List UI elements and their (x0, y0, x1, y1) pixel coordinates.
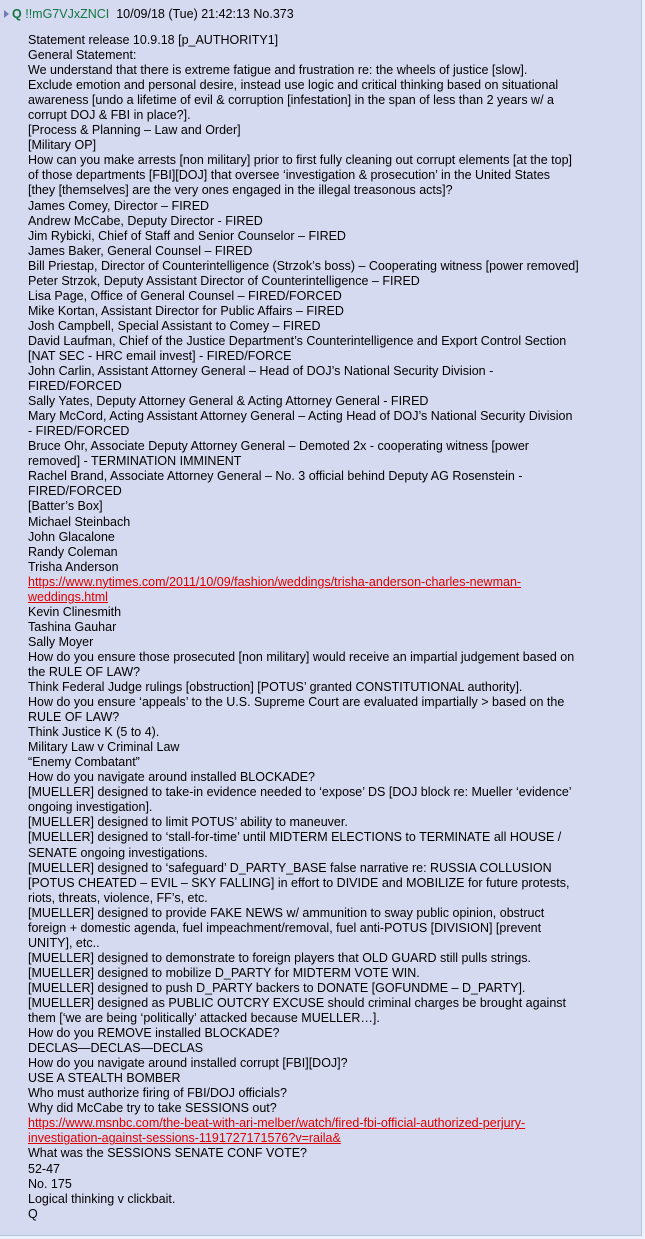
post-text-line: Andrew McCabe, Deputy Director - FIRED (28, 213, 263, 228)
post-text-line: John Glacalone (28, 529, 115, 544)
poster-tripcode: !!mG7VJxZNCI (25, 7, 110, 21)
post-text-line: John Carlin, Assistant Attorney General – Head of DOJ’s National Security Division - (28, 364, 494, 379)
post-text-line: the RULE OF LAW? (28, 664, 141, 679)
post-number[interactable]: No.373 (253, 7, 294, 21)
post-text-line: What was the SESSIONS SENATE CONF VOTE? (28, 1146, 308, 1161)
post-text-line: - FIRED/FORCED (28, 424, 130, 439)
post-text-line: Logical thinking v clickbait. (28, 1191, 176, 1206)
post-text-line: FIRED/FORCED (28, 484, 122, 499)
post-link[interactable]: https://www.nytimes.com/2011/10/09/fashion/weddings/trisha-anderson-charles-newman- (28, 574, 522, 589)
post-link-line[interactable] (28, 1131, 613, 1146)
post-text-line: Statement release 10.9.18 [p_AUTHORITY1] (28, 33, 279, 47)
post-link[interactable]: weddings.html (28, 589, 108, 604)
post-text-line: Kevin Clinesmith (28, 604, 122, 619)
post-text-line: Peter Strzok, Deputy Assistant Director of Counterintelligence – FIRED (28, 273, 420, 288)
post-text-line: [MUELLER] designed to push D_PARTY backers to DONATE [GOFUNDME – D_PARTY]. (28, 980, 526, 995)
post-text-line: Sally Yates, Deputy Attorney General & Acting Attorney General - FIRED (28, 394, 429, 409)
post-text-line: David Laufman, Chief of the Justice Department’s Counterintelligence and Export Control Section (28, 333, 567, 348)
post-text-line: How do you ensure those prosecuted [non military] would receive an impartial judgement based on (28, 649, 575, 664)
post-text-line: How do you ensure ‘appeals’ to the U.S. Supreme Court are evaluated impartially > based on the (28, 695, 565, 710)
post-link-line[interactable] (28, 1116, 613, 1131)
post-text-line: 52-47 (28, 1161, 60, 1176)
post-text-line: Trisha Anderson (28, 559, 119, 574)
post-text-line: Mike Kortan, Assistant Director for Public Affairs – FIRED (28, 303, 344, 318)
post-text-line: Sally Moyer (28, 634, 94, 649)
post-text-line: Mary McCord, Acting Assistant Attorney General – Acting Head of DOJ’s National Security Division (28, 409, 573, 424)
post-text-line: James Comey, Director – FIRED (28, 198, 210, 213)
post-text-line: How do you REMOVE installed BLOCKADE? (28, 1026, 280, 1041)
post-text-line: Think Justice K (5 to 4). (28, 725, 160, 740)
post-text-line: “Enemy Combatant” (28, 755, 140, 770)
post-text-line: of those departments [FBI][DOJ] that oversee ‘investigation & prosecution’ in the United States (28, 168, 551, 183)
post-text-line: Michael Steinbach (28, 514, 131, 529)
post-text-line: [NAT SEC - HRC email invest] - FIRED/FORCE (28, 348, 292, 363)
post-body (28, 33, 613, 1222)
post-text-line: [they [themselves] are the very ones engaged in the illegal treasonous acts]? (28, 183, 453, 198)
post-text-line: corrupt DOJ & FBI in place?]. (28, 108, 191, 123)
post-text-line: [Process & Planning – Law and Order] (28, 123, 241, 138)
post-text-line: Jim Rybicki, Chief of Staff and Senior Counselor – FIRED (28, 228, 346, 243)
post-text-line: FIRED/FORCED (28, 379, 122, 394)
post-text-line: Bruce Ohr, Associate Deputy Attorney General – Demoted 2x - cooperating witness [power (28, 439, 529, 454)
post-text-line: Who must authorize firing of FBI/DOJ officials? (28, 1086, 287, 1101)
post-text-line: General Statement: (28, 48, 137, 63)
post-text-line: USE A STEALTH BOMBER (28, 1071, 181, 1086)
post-text-line: [MUELLER] designed to mobilize D_PARTY for MIDTERM VOTE WIN. (28, 965, 420, 980)
post-text-line: Tashina Gauhar (28, 619, 117, 634)
post-text-line: DECLAS—DECLAS—DECLAS (28, 1041, 204, 1056)
post-text-line: How do you navigate around installed corrupt [FBI][DOJ]? (28, 1056, 348, 1071)
post-link[interactable]: investigation-against-sessions-1191727171576?v=raila& (28, 1131, 341, 1146)
post-link-line[interactable] (28, 575, 613, 590)
post-link[interactable]: https://www.msnbc.com/the-beat-with-ari-melber/watch/fired-fbi-official-authorized-perjury- (28, 1116, 526, 1131)
post-text-line: Think Federal Judge rulings [obstruction] [POTUS’ granted CONSTITUTIONAL authority]. (28, 680, 523, 695)
post-header (4, 6, 294, 22)
post-text-line: [MUELLER] designed to demonstrate to foreign players that OLD GUARD still pulls strings. (28, 950, 531, 965)
post-menu-arrow-icon[interactable] (4, 10, 9, 18)
post-text-line: Q (28, 1206, 38, 1221)
post-text-line: [MUELLER] designed as PUBLIC OUTCRY EXCUSE should criminal charges be brought against (28, 996, 566, 1010)
post-text-line: Exclude emotion and personal desire, instead use logic and critical thinking based on situational (28, 78, 559, 93)
post-datetime: 10/09/18 (Tue) 21:42:13 (116, 7, 250, 21)
post-text-line: James Baker, General Counsel – FIRED (28, 243, 253, 258)
post-text-line: Rachel Brand, Associate Attorney General – No. 3 official behind Deputy AG Rosenstein - (28, 469, 523, 484)
post-text-line: them [‘we are being ‘politically’ attacked because MUELLER…]. (28, 1011, 380, 1026)
post-text-line: awareness [undo a lifetime of evil & corruption [infestation] in the span of less than 2 years w/ a (28, 93, 554, 108)
poster-name: Q (12, 7, 22, 21)
post-text-line: Military Law v Criminal Law (28, 740, 180, 755)
post-text-line: [MUELLER] designed to ‘safeguard’ D_PARTY_BASE false narrative re: RUSSIA COLLUSION (28, 860, 552, 875)
post-text-line: riots, threats, violence, FF’s, etc. (28, 890, 208, 905)
post-text-line: UNITY], etc.. (28, 935, 100, 950)
post-text-line: [MUELLER] designed to ‘stall-for-time’ until MIDTERM ELECTIONS to TERMINATE all HOUSE / (28, 830, 562, 845)
post-text-line: [Military OP] (28, 138, 97, 153)
post-text-line: removed] - TERMINATION IMMINENT (28, 454, 242, 469)
post-text-line: [MUELLER] designed to provide FAKE NEWS w/ ammunition to sway public opinion, obstruct (28, 905, 545, 920)
post-text-line: foreign + domestic agenda, fuel impeachment/removal, fuel anti-POTUS [DIVISION] [prevent (28, 920, 542, 935)
post-text-line: How do you navigate around installed BLOCKADE? (28, 770, 315, 785)
post-text-line: Bill Priestap, Director of Counterintelligence (Strzok’s boss) – Cooperating witness [power removed] (28, 258, 579, 273)
post-link-line[interactable] (28, 590, 613, 605)
post-text-line: No. 175 (28, 1176, 72, 1191)
post-text-line: Why did McCabe try to take SESSIONS out? (28, 1101, 277, 1116)
post-text-line: [POTUS CHEATED – EVIL – SKY FALLING] in effort to DIVIDE and MOBILIZE for future protests, (28, 875, 570, 890)
post-text-line: [Batter’s Box] (28, 499, 103, 514)
post-text-line: SENATE ongoing investigations. (28, 845, 208, 860)
post-text-line: ongoing investigation]. (28, 800, 153, 815)
post-text-line: Randy Coleman (28, 544, 118, 559)
post-text-line: [MUELLER] designed to limit POTUS’ ability to maneuver. (28, 815, 348, 830)
post-text-line: RULE OF LAW? (28, 710, 120, 725)
post-text-line: Lisa Page, Office of General Counsel – FIRED/FORCED (28, 288, 342, 303)
post-text-line: Josh Campbell, Special Assistant to Comey – FIRED (28, 318, 321, 333)
post-text-line: [MUELLER] designed to take-in evidence needed to ‘expose’ DS [DOJ block re: Mueller ‘evidence’ (28, 785, 572, 800)
post-text-line: We understand that there is extreme fatigue and frustration re: the wheels of justice [slow]. (28, 63, 528, 78)
post-text-line: How can you make arrests [non military] prior to first fully cleaning out corrupt elements [at the top] (28, 153, 572, 168)
